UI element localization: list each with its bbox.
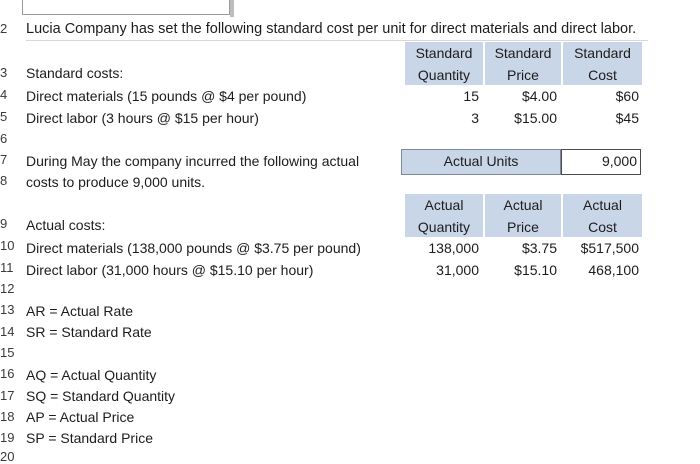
legend-ap: AP = Actual Price	[26, 409, 135, 425]
std-dl-cost[interactable]: $45	[615, 110, 639, 126]
row-number[interactable]: 9	[0, 216, 8, 231]
act-qty-header: Quantity	[417, 219, 471, 235]
may-description: costs to produce 9,000 units.	[26, 174, 205, 190]
actual-costs-label: Actual costs:	[26, 217, 106, 233]
act-dm-price[interactable]: $3.75	[521, 240, 557, 256]
row-number[interactable]: 15	[0, 345, 15, 360]
row-number[interactable]: 16	[0, 366, 15, 381]
act-price-header: Price	[507, 219, 539, 235]
std-qty-header: Standard	[415, 45, 473, 61]
legend-sq: SQ = Standard Quantity	[26, 388, 176, 404]
std-dm-cost[interactable]: $60	[615, 88, 639, 104]
act-dl-qty[interactable]: 31,000	[436, 262, 479, 278]
std-dl-price[interactable]: $15.00	[514, 110, 557, 126]
std-cost-header: Cost	[588, 67, 617, 83]
row-number[interactable]: 17	[0, 388, 15, 403]
row-number[interactable]: 11	[0, 260, 14, 275]
act-cost-header: Actual	[583, 197, 622, 213]
std-price-header: Standard	[494, 45, 552, 61]
row-number[interactable]: 13	[0, 302, 15, 317]
row-number[interactable]: 6	[0, 131, 8, 146]
row-number[interactable]: 3	[0, 65, 8, 80]
row-number[interactable]: 8	[0, 173, 8, 188]
selected-cell[interactable]	[22, 0, 230, 15]
row-number[interactable]: 14	[0, 324, 15, 339]
row-number[interactable]: 12	[0, 281, 15, 296]
row-number[interactable]: 7	[0, 152, 8, 167]
act-dl-cost[interactable]: 468,100	[588, 262, 639, 278]
std-cost-header: Standard	[574, 45, 631, 61]
row-number[interactable]: 20	[0, 449, 15, 464]
row-number[interactable]: 18	[0, 409, 15, 424]
act-dm-cost[interactable]: $517,500	[580, 240, 639, 256]
row-number[interactable]: 4	[0, 87, 8, 102]
std-dl-qty[interactable]: 3	[471, 110, 479, 126]
divider	[26, 40, 648, 41]
act-price-header: Actual	[503, 197, 543, 213]
actual-units-value: 9,000	[601, 153, 637, 169]
act-cost-header: Cost	[588, 219, 617, 235]
column-divider	[230, 0, 234, 17]
legend-aq: AQ = Actual Quantity	[26, 367, 157, 383]
legend-sr: SR = Standard Rate	[26, 324, 152, 340]
may-description: During May the company incurred the following actual	[26, 153, 360, 169]
legend-ar: AR = Actual Rate	[26, 303, 134, 319]
act-dm-label: Direct materials (138,000 pounds @ $3.75 per pound)	[26, 240, 361, 256]
act-dm-qty[interactable]: 138,000	[428, 240, 479, 256]
act-qty-header: Actual	[424, 197, 464, 213]
row-number[interactable]: 19	[0, 430, 15, 445]
act-dl-label: Direct labor (31,000 hours @ $15.10 per hour)	[26, 262, 314, 278]
row-number[interactable]: 5	[0, 109, 8, 124]
standard-costs-label: Standard costs:	[26, 65, 124, 81]
actual-units-label: Actual Units	[443, 153, 519, 169]
std-dm-qty[interactable]: 15	[463, 88, 479, 104]
act-dl-price[interactable]: $15.10	[514, 262, 557, 278]
row-number[interactable]: 10	[0, 238, 15, 253]
problem-title: Lucia Company has set the following standard cost per unit for direct materials and direct labor.	[26, 21, 637, 37]
std-qty-header: Quantity	[417, 67, 471, 83]
row-number[interactable]: 2	[0, 21, 8, 36]
std-dm-label: Direct materials (15 pounds @ $4 per pound)	[26, 88, 307, 104]
legend-sp: SP = Standard Price	[26, 430, 153, 446]
std-price-header: Price	[507, 67, 539, 83]
std-dl-label: Direct labor (3 hours @ $15 per hour)	[26, 110, 259, 126]
std-dm-price[interactable]: $4.00	[521, 88, 557, 104]
